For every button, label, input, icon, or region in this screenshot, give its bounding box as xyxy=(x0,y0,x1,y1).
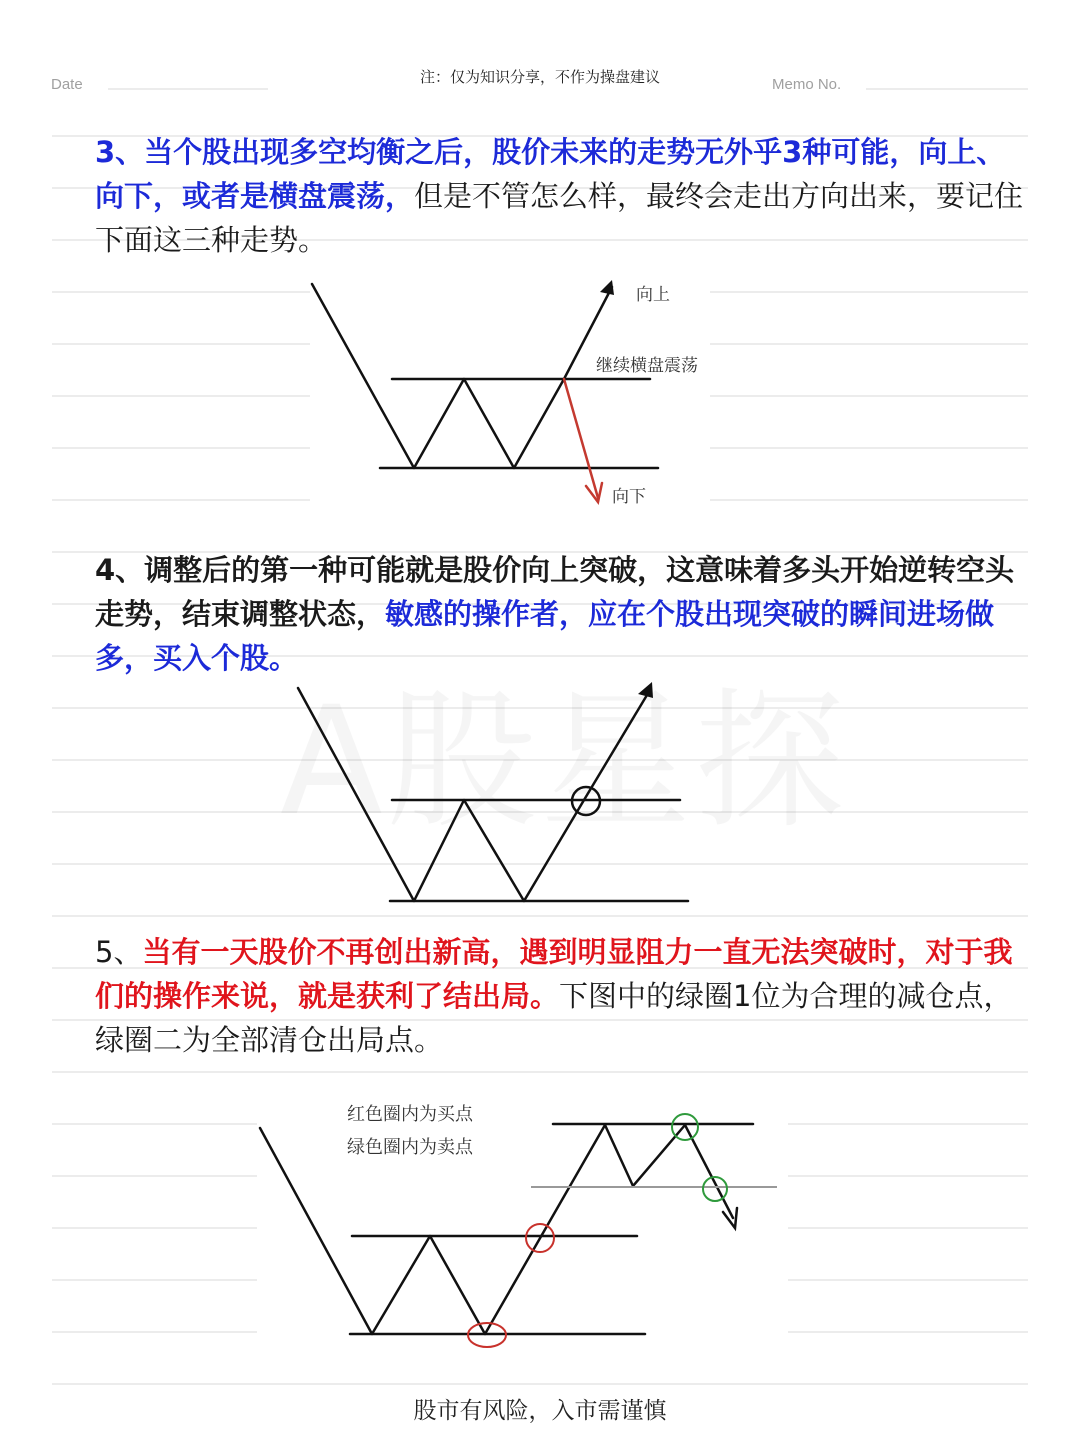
label-down: 向下 xyxy=(612,487,646,507)
legend-buy: 红色圈内为买点 xyxy=(347,1104,473,1125)
section-3-highlight: 3、当个股出现多空均衡之后，股价未来的走势无外乎3种可能，向上、向下，或者是横盘震荡， xyxy=(95,135,1006,213)
risk-warning-footer: 股市有风险，入市需谨慎 xyxy=(413,1398,667,1424)
label-up: 向上 xyxy=(636,285,670,305)
section-4-body: 4、调整后的第一种可能就是股价向上突破，这意味着多头开始逆转空头走势，结束调整状态， xyxy=(95,553,1015,631)
section-5-text xyxy=(95,930,1025,1062)
label-sideways: 继续横盘震荡 xyxy=(596,356,698,376)
three-trends-diagram xyxy=(300,270,720,515)
date-label: Date xyxy=(51,76,83,93)
section-4-text xyxy=(95,548,1025,680)
legend-sell: 绿色圈内为卖点 xyxy=(347,1137,473,1158)
section-4-highlight: 敏感的操作者，应在个股出现突破的瞬间进场做多，买入个股。 xyxy=(95,597,995,675)
section-3-text xyxy=(95,130,1025,262)
section-3-body: 但是不管怎么样，最终会走出方向出来，要记住下面这三种走势。 xyxy=(95,179,1024,257)
buy-sell-diagram xyxy=(255,1090,790,1360)
section-5-body: 下图中的绿圈1位为合理的减仓点，绿圈二为全部清仓出局点。 xyxy=(95,979,1013,1057)
up-arrow-head xyxy=(638,682,653,698)
disclaimer-note: 注：仅为知识分享，不作为操盘建议 xyxy=(419,68,660,86)
section-5-prefix: 5、 xyxy=(95,935,143,969)
section-5-highlight: 当有一天股价不再创出新高，遇到明显阻力一直无法突破时，对于我们的操作来说，就是获利了结出局。 xyxy=(95,935,1013,1013)
breakout-diagram xyxy=(290,676,710,911)
memo-label: Memo No. xyxy=(772,76,842,93)
